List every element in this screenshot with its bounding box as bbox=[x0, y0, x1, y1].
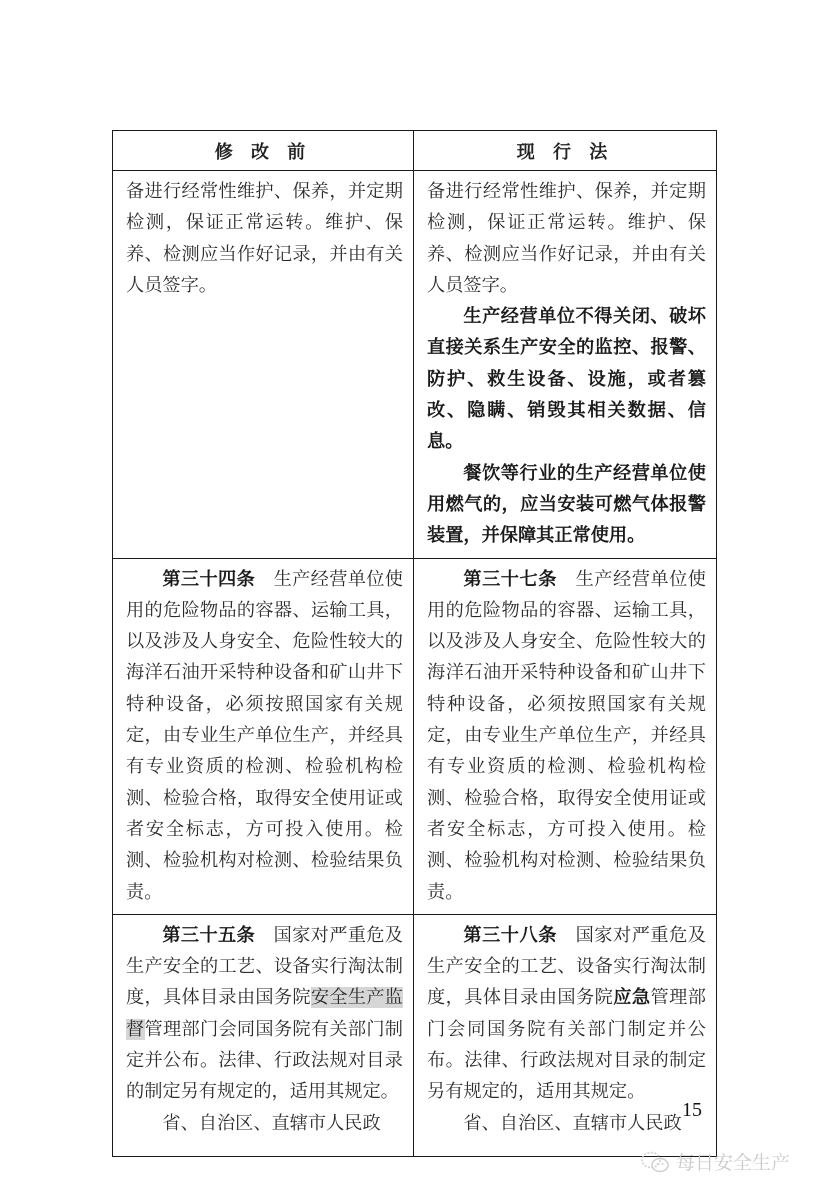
bold-text: 第三十七条 bbox=[463, 568, 557, 590]
text-segment: 国家对严重危及生产安全的工艺、设备实行淘汰制度，具体目录由国务院 bbox=[427, 924, 706, 1009]
cell-before bbox=[113, 171, 414, 559]
text-segment: 备进行经常性维护、保养，并定期检测，保证正常运转。维护、保养、检测应当作好记录，并由有关人员签字。 bbox=[427, 181, 706, 296]
cell-current bbox=[414, 558, 717, 914]
bold-text: 第三十八条 bbox=[463, 924, 557, 946]
bold-text: 第三十五条 bbox=[162, 924, 256, 946]
wechat-icon bbox=[640, 1150, 670, 1174]
watermark-text: 每日安全生产 bbox=[676, 1152, 791, 1174]
paragraph bbox=[126, 176, 403, 301]
page-number: 15 bbox=[682, 1099, 702, 1121]
cell-before bbox=[113, 914, 414, 1156]
highlighted-text: 安全生产监督 bbox=[126, 987, 403, 1040]
paragraph bbox=[427, 564, 706, 908]
cell-current bbox=[414, 171, 717, 559]
table-header-row bbox=[113, 131, 717, 171]
table-row bbox=[113, 171, 717, 559]
bold-text: 应急 bbox=[613, 987, 651, 1009]
text-segment: 国家对严重危及生产安全的工艺、设备实行淘汰制度，具体目录由国务院 bbox=[126, 924, 403, 1009]
paragraph bbox=[126, 564, 403, 908]
paragraph bbox=[427, 458, 706, 552]
text-segment: 生产经营单位使用的危险物品的容器、运输工具，以及涉及人身安全、危险性较大的海洋石油开采特种设备和矿山井下特种设备，必须按照国家有关规定，由专业生产单位生产，并经具有专业资质的检测、检验机构检测、检验合格，取得安全使用证或者安全标志，方可投入使用。检测、检验机构对检测、检验结果负责。 bbox=[126, 568, 403, 903]
bold-text: 生产经营单位不得关闭、破坏直接关系生产安全的监控、报警、防护、救生设备、设施，或者篡改、隐瞒、销毁其相关数据、信息。 bbox=[427, 306, 706, 453]
table-row bbox=[113, 914, 717, 1156]
paragraph bbox=[126, 920, 403, 1108]
bold-text: 餐饮等行业的生产经营单位使用燃气的，应当安装可燃气体报警装置，并保障其正常使用。 bbox=[427, 462, 706, 547]
text-segment: 管理部门会同国务院有关部门制定并公布。法律、行政法规对目录的制定另有规定的，适用其规定。 bbox=[427, 987, 706, 1103]
cell-before bbox=[113, 558, 414, 914]
text-segment: 管理部门会同国务院有关部门制定并公布。法律、行政法规对目录的制定另有规定的，适用其规定。 bbox=[126, 1018, 403, 1103]
paragraph bbox=[427, 176, 706, 301]
paragraph bbox=[126, 1108, 403, 1139]
paragraph bbox=[427, 1108, 706, 1139]
text-segment: 备进行经常性维护、保养，并定期检测，保证正常运转。维护、保养、检测应当作好记录，并由有关人员签字。 bbox=[126, 181, 403, 296]
text-segment: 生产经营单位使用的危险物品的容器、运输工具，以及涉及人身安全、危险性较大的海洋石油开采特种设备和矿山井下特种设备，必须按照国家有关规定，由专业生产单位生产，并经具有专业资质的检测、检验机构检测、检验合格，取得安全使用证或者安全标志，方可投入使用。检测、检验机构对检测、检验结果负责。 bbox=[427, 568, 706, 903]
paragraph bbox=[427, 920, 706, 1108]
paragraph bbox=[427, 301, 706, 457]
header-before: 修 改 前 bbox=[113, 131, 414, 171]
text-segment: 省、自治区、直辖市人民政 bbox=[463, 1112, 682, 1134]
header-current: 现 行 法 bbox=[414, 131, 717, 171]
bold-text: 第三十四条 bbox=[162, 568, 256, 590]
comparison-table bbox=[112, 130, 717, 1157]
text-segment: 省、自治区、直辖市人民政 bbox=[162, 1112, 381, 1134]
watermark bbox=[640, 1148, 790, 1175]
cell-current bbox=[414, 914, 717, 1156]
table-row bbox=[113, 558, 717, 914]
